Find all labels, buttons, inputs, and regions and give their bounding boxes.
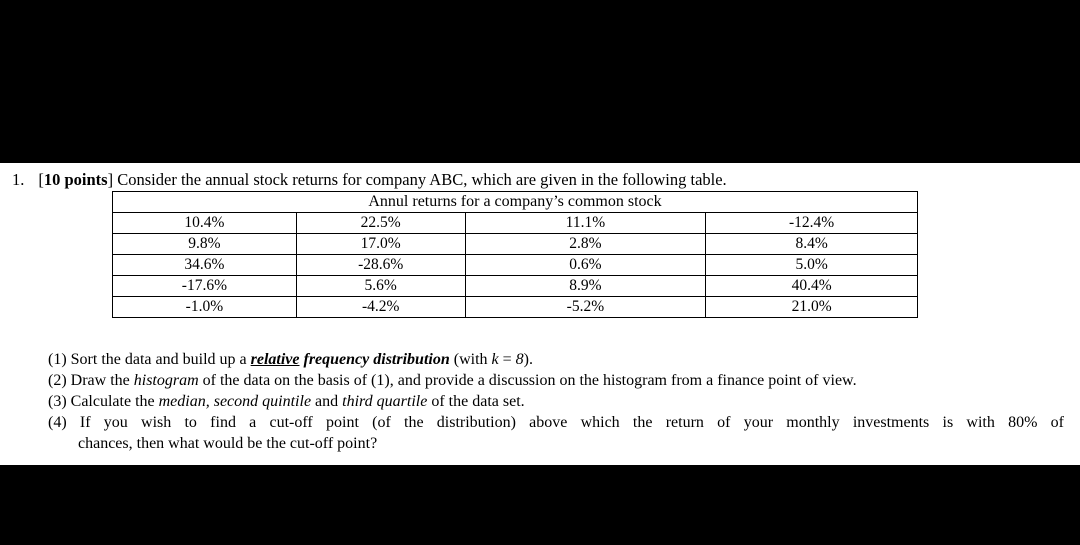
returns-table (112, 191, 918, 318)
bottom-black-band (0, 465, 1080, 545)
table-cell: 9.8% (113, 234, 297, 255)
table-cell: 34.6% (113, 255, 297, 276)
table-cell: 0.6% (465, 255, 706, 276)
part-2-rest: of the data on the basis of (1), and provide a discussion on the histogram from a finance point of view. (198, 372, 857, 389)
table-cell: 21.0% (706, 297, 918, 318)
table-cell: -12.4% (706, 213, 918, 234)
table-row (113, 234, 918, 255)
part-4-line-1: (4) If you wish to find a cut-off point (of the distribution) above which the return of your monthly investments is with 80% of (48, 414, 1064, 431)
table-row (113, 255, 918, 276)
table-cell: 11.1% (465, 213, 706, 234)
table-cell: 8.4% (706, 234, 918, 255)
part-3-rest: of the data set. (427, 393, 525, 410)
part-2-text: (2) Draw the (48, 372, 134, 389)
part-1-end: ). (523, 351, 533, 368)
part-4-line-2: chances, then what would be the cut-off point? (78, 435, 378, 452)
top-black-band (0, 0, 1080, 163)
part-1-k: k (491, 351, 499, 368)
question-points: 10 points (43, 170, 108, 189)
part-3-median-quintile: median, second quintile (158, 393, 312, 410)
table-caption-row (113, 192, 918, 213)
table-row (113, 297, 918, 318)
table-row (113, 213, 918, 234)
part-3-text: (3) Calculate the (48, 393, 159, 410)
table-cell: 40.4% (706, 276, 918, 297)
table-cell: 17.0% (296, 234, 465, 255)
part-3-and: and (311, 393, 343, 410)
table-cell: 5.6% (296, 276, 465, 297)
question-text: Consider the annual stock returns for company ABC, which are given in the following table. (113, 170, 727, 189)
part-1-relative: relative (250, 351, 300, 368)
table-caption: Annul returns for a company’s common stock (113, 192, 918, 213)
question-parts (48, 349, 1064, 454)
points-open-bracket: [ (38, 170, 44, 189)
part-1-frequency-distribution: frequency distribution (303, 351, 450, 368)
table-cell: 22.5% (296, 213, 465, 234)
table-cell: 2.8% (465, 234, 706, 255)
part-3-third-quartile: third quartile (342, 393, 428, 410)
part-2-histogram: histogram (133, 372, 199, 389)
table-cell: -5.2% (465, 297, 706, 318)
part-1-with: (with (449, 351, 492, 368)
table-row (113, 276, 918, 297)
table-cell: -17.6% (113, 276, 297, 297)
table-cell: -1.0% (113, 297, 297, 318)
table-cell: -28.6% (296, 255, 465, 276)
part-1-text: (1) Sort the data and build up a (48, 351, 251, 368)
table-cell: 8.9% (465, 276, 706, 297)
part-2 (48, 370, 1064, 391)
part-1-eight: 8 (515, 351, 524, 368)
part-1-equals: = (498, 351, 516, 368)
question-number: 1. (12, 170, 25, 189)
question-header (12, 170, 727, 190)
table-cell: -4.2% (296, 297, 465, 318)
table-cell: 5.0% (706, 255, 918, 276)
part-4 (48, 412, 1064, 454)
question-document (0, 163, 1080, 465)
points-close-bracket: ] (107, 170, 114, 189)
part-1 (48, 349, 1064, 370)
table-cell: 10.4% (113, 213, 297, 234)
part-3 (48, 391, 1064, 412)
